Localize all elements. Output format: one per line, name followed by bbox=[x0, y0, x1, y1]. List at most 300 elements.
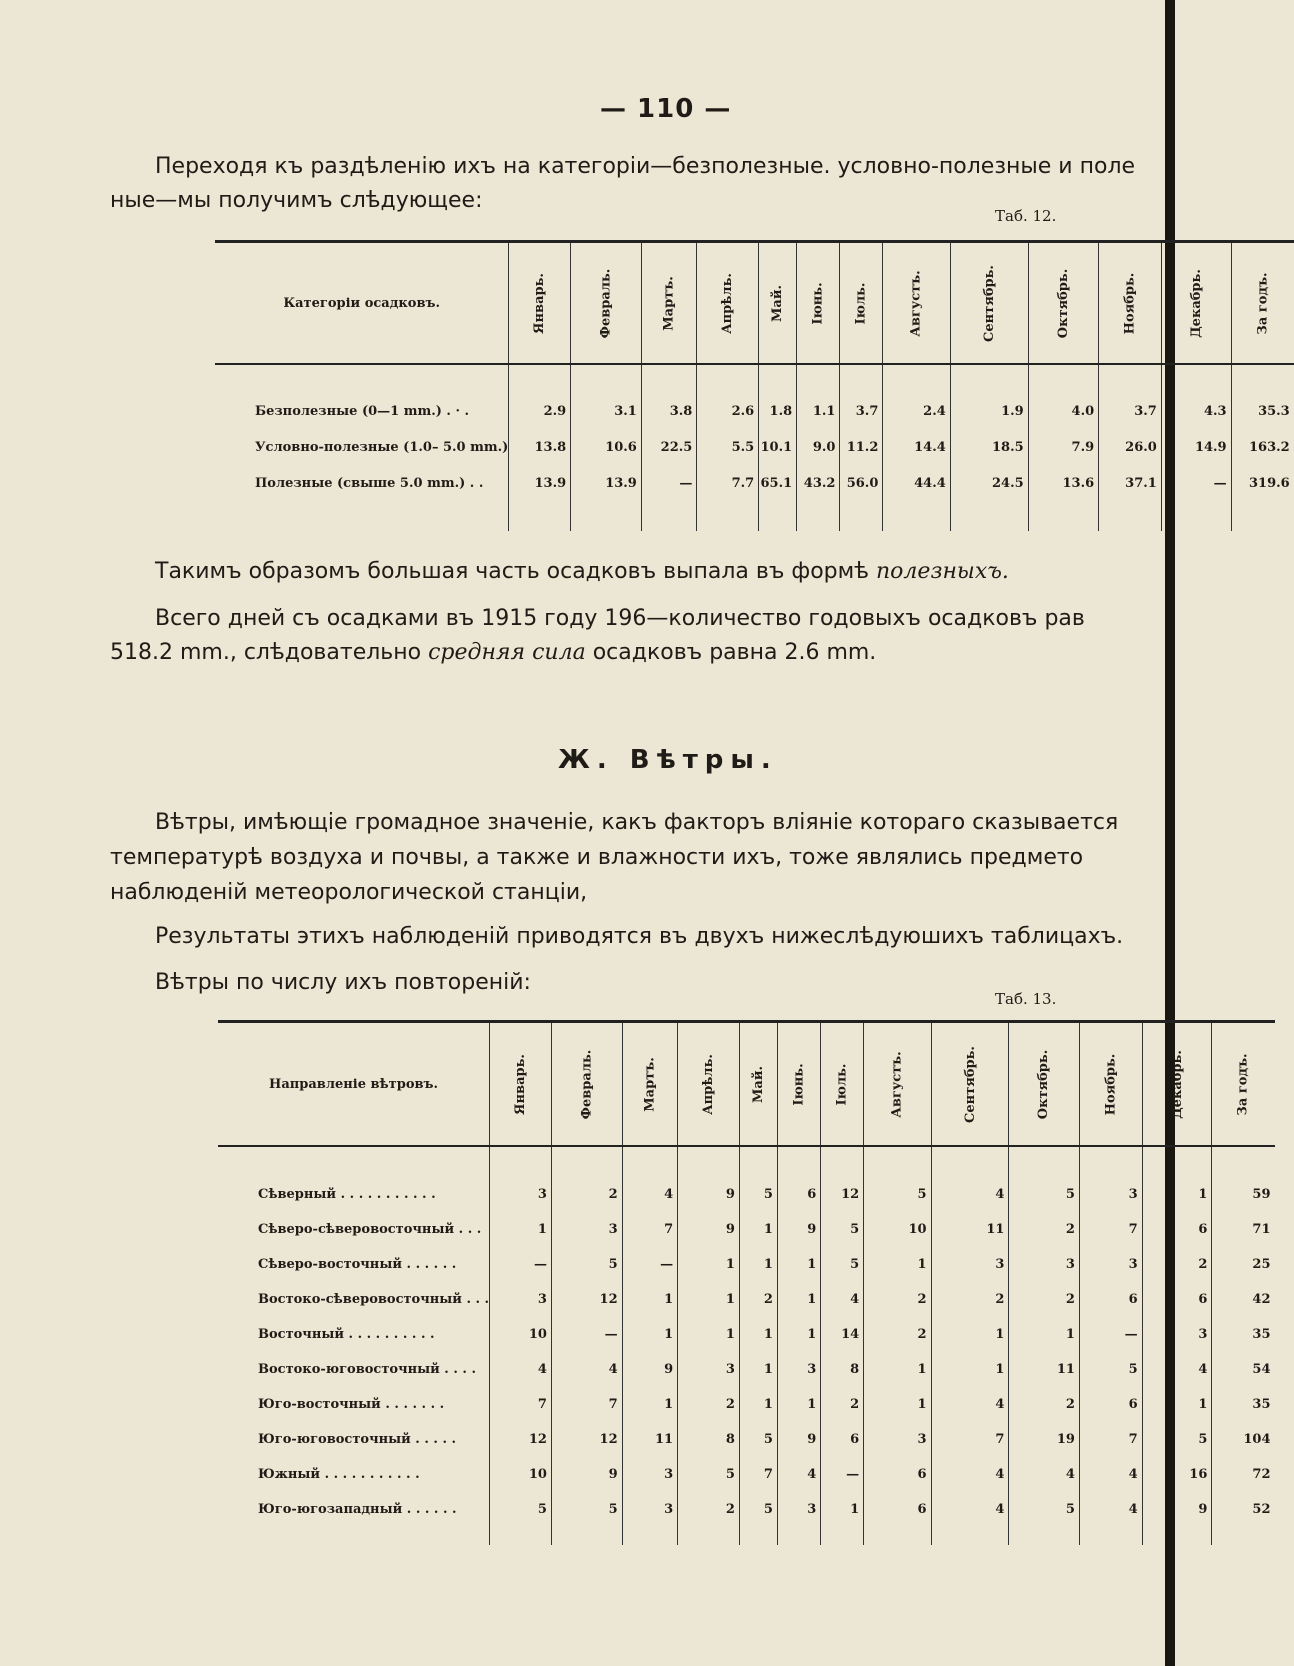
t13-value-cell: 6 bbox=[1079, 1387, 1142, 1422]
t12-value-cell: 3.7 bbox=[1099, 393, 1162, 429]
t13-value-cell: 3 bbox=[678, 1352, 740, 1387]
t13-spacer-cell bbox=[551, 1146, 622, 1177]
t13-value-cell: 4 bbox=[931, 1457, 1009, 1492]
t13-value-cell: 7 bbox=[490, 1387, 552, 1422]
t12-month-header-label: Январь. bbox=[532, 272, 548, 334]
t13-month-header-label: Іюнь. bbox=[791, 1062, 807, 1106]
t13-value-cell: 2 bbox=[1142, 1247, 1212, 1282]
t12-value-cell: 18.5 bbox=[950, 429, 1028, 465]
t13-value-cell: 3 bbox=[864, 1422, 931, 1457]
t13-value-cell: 4 bbox=[931, 1177, 1009, 1212]
t13-value-cell: 2 bbox=[678, 1492, 740, 1527]
t13-value-cell: 52 bbox=[1212, 1492, 1275, 1527]
t12-month-header-label: Мартъ. bbox=[661, 275, 677, 331]
t13-month-header bbox=[1212, 1022, 1275, 1147]
t13-value-cell: 2 bbox=[739, 1282, 777, 1317]
t13-value-cell: 1 bbox=[777, 1282, 820, 1317]
t12-spacer-cell bbox=[1028, 364, 1098, 393]
t12-row-label: Безполезные (0—1 mm.) . · . bbox=[255, 403, 470, 419]
t12-value-cell: 13.9 bbox=[509, 465, 571, 501]
summary-line-2: Всего дней съ осадками въ 1915 году 196—количество годовыхъ осадковъ рав bbox=[155, 606, 1085, 631]
t13-value-cell: 3 bbox=[777, 1352, 820, 1387]
t12-month-header bbox=[1161, 242, 1231, 365]
t13-month-header-label: Іюль. bbox=[834, 1063, 850, 1105]
t12-value-cell: 7.7 bbox=[697, 465, 759, 501]
summary-line-1-text: Такимъ образомъ большая часть осадковъ выпала въ формѣ bbox=[155, 559, 876, 584]
intro-line-1: Переходя къ раздѣленію ихъ на категоріи—безполезные. условно-полезные и поле bbox=[155, 154, 1136, 179]
summary-emphasis-useful: полезныхъ. bbox=[876, 559, 1009, 584]
t12-spacer-cell bbox=[1099, 364, 1162, 393]
t13-value-cell: 104 bbox=[1212, 1422, 1275, 1457]
t12-spacer-cell bbox=[509, 364, 571, 393]
t13-value-cell: 8 bbox=[821, 1352, 864, 1387]
t13-value-cell: — bbox=[1079, 1317, 1142, 1352]
t13-month-header-label: Ноябрь. bbox=[1103, 1053, 1119, 1115]
t12-spacer-cell bbox=[759, 364, 797, 393]
t13-value-cell: 12 bbox=[551, 1422, 622, 1457]
t13-tail-cell bbox=[1079, 1527, 1142, 1545]
t12-value-cell: 65.1 bbox=[759, 465, 797, 501]
t13-value-cell: 4 bbox=[622, 1177, 677, 1212]
t12-spacer-cell bbox=[215, 364, 509, 393]
t13-value-cell: 2 bbox=[821, 1387, 864, 1422]
t13-table-row bbox=[218, 1492, 1275, 1527]
t13-value-cell: 5 bbox=[490, 1492, 552, 1527]
t12-value-cell: 11.2 bbox=[840, 429, 883, 465]
t13-month-header-label: Апрѣль. bbox=[701, 1053, 717, 1115]
t12-value-cell: 10.1 bbox=[759, 429, 797, 465]
t13-value-cell: 19 bbox=[1009, 1422, 1079, 1457]
t13-tail-cell bbox=[490, 1527, 552, 1545]
summary-line-3 bbox=[110, 636, 1160, 670]
t13-value-cell: 59 bbox=[1212, 1177, 1275, 1212]
t13-spacer-cell bbox=[777, 1146, 820, 1177]
t12-tail-cell bbox=[697, 501, 759, 531]
t13-value-cell: 1 bbox=[1142, 1177, 1212, 1212]
t13-value-cell: 5 bbox=[739, 1177, 777, 1212]
t13-row-label: Сѣверо-восточный . . . . . . bbox=[258, 1257, 457, 1272]
t12-month-header-label: За годъ. bbox=[1255, 271, 1271, 335]
t13-value-cell: 35 bbox=[1212, 1387, 1275, 1422]
t12-value-cell: 14.4 bbox=[883, 429, 950, 465]
t13-value-cell: 1 bbox=[622, 1282, 677, 1317]
t13-value-cell: 2 bbox=[1009, 1282, 1079, 1317]
t13-value-cell: 5 bbox=[864, 1177, 931, 1212]
t13-row-label: Востоко-сѣверовосточный . . . bbox=[258, 1292, 490, 1307]
t13-value-cell: 1 bbox=[739, 1387, 777, 1422]
t13-value-cell: 9 bbox=[622, 1352, 677, 1387]
t13-value-cell: 11 bbox=[622, 1422, 677, 1457]
t13-value-cell: 16 bbox=[1142, 1457, 1212, 1492]
t12-month-header bbox=[571, 242, 642, 365]
t13-value-cell: 54 bbox=[1212, 1352, 1275, 1387]
t13-month-header bbox=[864, 1022, 931, 1147]
t13-value-cell: 5 bbox=[1009, 1177, 1079, 1212]
t13-value-cell: 9 bbox=[678, 1212, 740, 1247]
t12-month-header bbox=[759, 242, 797, 365]
t13-value-cell: 3 bbox=[622, 1457, 677, 1492]
t13-month-header-label: Мартъ. bbox=[642, 1056, 658, 1112]
t12-spacer-cell bbox=[883, 364, 950, 393]
winds-paragraph-1-line-3: наблюденій метеорологической станціи, bbox=[110, 880, 588, 905]
t13-month-header bbox=[1009, 1022, 1079, 1147]
t13-value-cell: 5 bbox=[678, 1457, 740, 1492]
t13-table-row bbox=[218, 1457, 1275, 1492]
t13-value-cell: 3 bbox=[1079, 1177, 1142, 1212]
t13-spacer-cell bbox=[821, 1146, 864, 1177]
t13-value-cell: 1 bbox=[931, 1352, 1009, 1387]
table-13-label: Таб. 13. bbox=[995, 990, 1057, 1008]
t13-month-header-label: Августъ. bbox=[889, 1050, 905, 1118]
t13-spacer-cell bbox=[490, 1146, 552, 1177]
t13-value-cell: 6 bbox=[1142, 1212, 1212, 1247]
t13-value-cell: 1 bbox=[490, 1212, 552, 1247]
t12-value-cell: 13.8 bbox=[509, 429, 571, 465]
t13-value-cell: 1 bbox=[821, 1492, 864, 1527]
t12-month-header-label: Сентябрь. bbox=[981, 264, 997, 342]
t12-tail-cell bbox=[641, 501, 696, 531]
t12-value-cell: 3.1 bbox=[571, 393, 642, 429]
table-12-label: Таб. 12. bbox=[995, 207, 1057, 225]
t13-value-cell: 1 bbox=[739, 1247, 777, 1282]
t12-value-cell: 10.6 bbox=[571, 429, 642, 465]
t12-value-cell: 1.8 bbox=[759, 393, 797, 429]
t12-month-header bbox=[883, 242, 950, 365]
t13-spacer-cell bbox=[1079, 1146, 1142, 1177]
t12-spacer-cell bbox=[950, 364, 1028, 393]
t13-value-cell: 3 bbox=[777, 1492, 820, 1527]
table-13-wind-directions bbox=[218, 1020, 1275, 1545]
t12-month-header-label: Ноябрь. bbox=[1122, 272, 1138, 334]
t13-value-cell: 4 bbox=[821, 1282, 864, 1317]
t13-month-header bbox=[551, 1022, 622, 1147]
t12-value-cell: 163.2 bbox=[1231, 429, 1294, 465]
t12-value-cell: 56.0 bbox=[840, 465, 883, 501]
t12-month-header bbox=[697, 242, 759, 365]
t13-row-label: Юго-восточный . . . . . . . bbox=[258, 1397, 445, 1412]
t13-value-cell: 1 bbox=[777, 1387, 820, 1422]
t12-row-label: Условно-полезные (1.0– 5.0 mm.) bbox=[255, 439, 509, 455]
t13-value-cell: 1 bbox=[739, 1212, 777, 1247]
t13-row-label: Южный . . . . . . . . . . . bbox=[258, 1467, 420, 1482]
t13-value-cell: 5 bbox=[739, 1422, 777, 1457]
t12-value-cell: 35.3 bbox=[1231, 393, 1294, 429]
t13-value-cell: 7 bbox=[622, 1212, 677, 1247]
t13-value-cell: 1 bbox=[777, 1317, 820, 1352]
t13-value-cell: 3 bbox=[1009, 1247, 1079, 1282]
section-heading-winds: Ж. Вѣтры. bbox=[558, 745, 778, 775]
t13-table-row bbox=[218, 1317, 1275, 1352]
t12-spacer-cell bbox=[571, 364, 642, 393]
t13-value-cell: 3 bbox=[622, 1492, 677, 1527]
t12-value-cell: 3.8 bbox=[641, 393, 696, 429]
t12-value-cell: 3.7 bbox=[840, 393, 883, 429]
t13-month-header-label: Май. bbox=[750, 1065, 766, 1103]
t12-month-header-label: Февраль. bbox=[598, 268, 614, 338]
t13-value-cell: 4 bbox=[1142, 1352, 1212, 1387]
t12-value-cell: 4.0 bbox=[1028, 393, 1098, 429]
t13-value-cell: 3 bbox=[490, 1177, 552, 1212]
t13-month-header-label: За годъ. bbox=[1235, 1052, 1251, 1116]
t12-value-cell: 24.5 bbox=[950, 465, 1028, 501]
t13-value-cell: 5 bbox=[1009, 1492, 1079, 1527]
t12-tail-row bbox=[215, 501, 1294, 531]
t12-month-header bbox=[1028, 242, 1098, 365]
t13-value-cell: 1 bbox=[678, 1282, 740, 1317]
t13-value-cell: — bbox=[551, 1317, 622, 1352]
table-12-precipitation-categories bbox=[215, 240, 1294, 531]
t13-value-cell: 1 bbox=[678, 1317, 740, 1352]
t13-value-cell: 8 bbox=[678, 1422, 740, 1457]
t13-tail-cell bbox=[1142, 1527, 1212, 1545]
t13-tail-cell bbox=[622, 1527, 677, 1545]
t12-month-header-label: Декабрь. bbox=[1188, 268, 1204, 338]
t12-value-cell: 14.9 bbox=[1161, 429, 1231, 465]
t13-value-cell: 1 bbox=[739, 1352, 777, 1387]
intro-line-2: ные—мы получимъ слѣдующее: bbox=[110, 188, 483, 213]
t13-value-cell: 35 bbox=[1212, 1317, 1275, 1352]
t13-row-label: Восточный . . . . . . . . . . bbox=[258, 1327, 435, 1342]
t12-value-cell: 44.4 bbox=[883, 465, 950, 501]
t13-value-cell: — bbox=[490, 1247, 552, 1282]
winds-paragraph-1-line-2: температурѣ воздуха и почвы, а также и влажности ихъ, тоже являлись предмето bbox=[110, 845, 1084, 870]
t13-month-header-label: Декабрь. bbox=[1169, 1049, 1185, 1119]
t13-value-cell: 10 bbox=[864, 1212, 931, 1247]
t13-tail-cell bbox=[864, 1527, 931, 1545]
t13-value-cell: 1 bbox=[931, 1317, 1009, 1352]
t13-value-cell: 4 bbox=[551, 1352, 622, 1387]
t12-value-cell: 5.5 bbox=[697, 429, 759, 465]
t13-month-header bbox=[739, 1022, 777, 1147]
t13-value-cell: 4 bbox=[931, 1387, 1009, 1422]
t13-value-cell: 1 bbox=[678, 1247, 740, 1282]
t13-spacer-cell bbox=[622, 1146, 677, 1177]
t12-value-cell: 43.2 bbox=[797, 465, 840, 501]
winds-paragraph-2: Результаты этихъ наблюденій приводятся въ двухъ нижеслѣдуюшихъ таблицахъ. bbox=[155, 924, 1124, 949]
t12-tail-cell bbox=[950, 501, 1028, 531]
t13-tail-cell bbox=[821, 1527, 864, 1545]
t13-month-header-label: Октябрь. bbox=[1036, 1049, 1052, 1119]
t12-tail-cell bbox=[509, 501, 571, 531]
t13-value-cell: 6 bbox=[1079, 1282, 1142, 1317]
t13-month-header bbox=[777, 1022, 820, 1147]
t13-tail-cell bbox=[551, 1527, 622, 1545]
table-12-category-header: Категоріи осадковъ. bbox=[215, 242, 509, 365]
t13-tail-cell bbox=[777, 1527, 820, 1545]
t13-value-cell: 3 bbox=[490, 1282, 552, 1317]
t12-value-cell: 319.6 bbox=[1231, 465, 1294, 501]
t12-spacer-cell bbox=[1231, 364, 1294, 393]
t13-row-label: Сѣверо-сѣверовосточный . . . bbox=[258, 1222, 482, 1237]
t13-month-header-label: Февраль. bbox=[579, 1049, 595, 1119]
t13-value-cell: 10 bbox=[490, 1457, 552, 1492]
summary-line-3-suffix: осадковъ равна 2.6 mm. bbox=[585, 640, 877, 665]
t12-value-cell: 1.9 bbox=[950, 393, 1028, 429]
t13-table-row bbox=[218, 1282, 1275, 1317]
t12-tail-cell bbox=[1231, 501, 1294, 531]
t13-spacer-cell bbox=[931, 1146, 1009, 1177]
summary-emphasis-mean-strength: средняя сила bbox=[428, 640, 586, 665]
t13-tail-cell bbox=[931, 1527, 1009, 1545]
t12-tail-cell bbox=[571, 501, 642, 531]
t12-value-cell: 1.1 bbox=[797, 393, 840, 429]
t13-value-cell: 42 bbox=[1212, 1282, 1275, 1317]
t13-value-cell: 2 bbox=[864, 1282, 931, 1317]
t13-value-cell: 1 bbox=[739, 1317, 777, 1352]
t13-value-cell: 6 bbox=[864, 1457, 931, 1492]
t13-value-cell: 10 bbox=[490, 1317, 552, 1352]
t13-month-header bbox=[490, 1022, 552, 1147]
t13-value-cell: 9 bbox=[551, 1457, 622, 1492]
t13-spacer-cell bbox=[1212, 1146, 1275, 1177]
t13-value-cell: 12 bbox=[551, 1282, 622, 1317]
t12-month-header-label: Іюнь. bbox=[810, 281, 826, 325]
t12-month-header bbox=[641, 242, 696, 365]
t13-value-cell: 5 bbox=[1079, 1352, 1142, 1387]
t13-value-cell: 2 bbox=[931, 1282, 1009, 1317]
t13-value-cell: 11 bbox=[1009, 1352, 1079, 1387]
t13-value-cell: 4 bbox=[490, 1352, 552, 1387]
t13-table-row bbox=[218, 1352, 1275, 1387]
t13-value-cell: 3 bbox=[1079, 1247, 1142, 1282]
t12-value-cell: 13.6 bbox=[1028, 465, 1098, 501]
t13-value-cell: 9 bbox=[1142, 1492, 1212, 1527]
t12-month-header-label: Апрѣль. bbox=[720, 272, 736, 334]
t12-month-header bbox=[950, 242, 1028, 365]
t12-tail-cell bbox=[883, 501, 950, 531]
t13-value-cell: 2 bbox=[1009, 1212, 1079, 1247]
summary-line-3-prefix: 518.2 mm., слѣдовательно bbox=[110, 640, 429, 665]
t12-value-cell: 13.9 bbox=[571, 465, 642, 501]
t13-month-header-label: Сентябрь. bbox=[962, 1045, 978, 1123]
t13-spacer-cell bbox=[739, 1146, 777, 1177]
t13-month-header bbox=[821, 1022, 864, 1147]
t13-value-cell: 4 bbox=[1079, 1492, 1142, 1527]
t13-table-row bbox=[218, 1177, 1275, 1212]
t13-value-cell: 1 bbox=[864, 1387, 931, 1422]
t13-row-label: Сѣверный . . . . . . . . . . . bbox=[258, 1187, 436, 1202]
t13-tail-cell bbox=[739, 1527, 777, 1545]
t12-value-cell: 22.5 bbox=[641, 429, 696, 465]
t13-month-header bbox=[1142, 1022, 1212, 1147]
t12-value-cell: 7.9 bbox=[1028, 429, 1098, 465]
t12-value-cell: — bbox=[1161, 465, 1231, 501]
t13-table-row bbox=[218, 1387, 1275, 1422]
t13-value-cell: 5 bbox=[1142, 1422, 1212, 1457]
t13-value-cell: 11 bbox=[931, 1212, 1009, 1247]
t12-value-cell: 37.1 bbox=[1099, 465, 1162, 501]
t12-month-header bbox=[797, 242, 840, 365]
t13-spacer-cell bbox=[864, 1146, 931, 1177]
t12-value-cell: 2.9 bbox=[509, 393, 571, 429]
t12-spacer-cell bbox=[697, 364, 759, 393]
t13-value-cell: 12 bbox=[821, 1177, 864, 1212]
t13-value-cell: 4 bbox=[931, 1492, 1009, 1527]
t13-value-cell: 2 bbox=[1009, 1387, 1079, 1422]
t12-value-cell: 4.3 bbox=[1161, 393, 1231, 429]
t12-month-header-label: Октябрь. bbox=[1055, 268, 1071, 338]
t12-spacer-cell bbox=[641, 364, 696, 393]
t13-value-cell: 3 bbox=[931, 1247, 1009, 1282]
t13-value-cell: 9 bbox=[678, 1177, 740, 1212]
t13-value-cell: 5 bbox=[821, 1212, 864, 1247]
t13-value-cell: 4 bbox=[777, 1457, 820, 1492]
t13-month-header bbox=[622, 1022, 677, 1147]
t12-tail-cell bbox=[759, 501, 797, 531]
t13-value-cell: 14 bbox=[821, 1317, 864, 1352]
t13-value-cell: 7 bbox=[551, 1387, 622, 1422]
t12-table-row bbox=[215, 465, 1294, 501]
t13-spacer-cell bbox=[218, 1146, 490, 1177]
t12-month-header bbox=[1099, 242, 1162, 365]
t13-value-cell: 7 bbox=[931, 1422, 1009, 1457]
t13-spacer-cell bbox=[1142, 1146, 1212, 1177]
t12-month-header bbox=[1231, 242, 1294, 365]
summary-line-1 bbox=[155, 555, 1205, 589]
t13-value-cell: 6 bbox=[777, 1177, 820, 1212]
t13-value-cell: — bbox=[622, 1247, 677, 1282]
t13-value-cell: — bbox=[821, 1457, 864, 1492]
t13-value-cell: 6 bbox=[821, 1422, 864, 1457]
t13-value-cell: 71 bbox=[1212, 1212, 1275, 1247]
t12-row-label: Полезные (свыше 5.0 mm.) . . bbox=[255, 475, 484, 491]
t13-value-cell: 7 bbox=[1079, 1212, 1142, 1247]
table-13-category-header: Направленіе вѣтровъ. bbox=[218, 1022, 490, 1147]
t12-month-header bbox=[509, 242, 571, 365]
t13-value-cell: 1 bbox=[864, 1247, 931, 1282]
t13-spacer-cell bbox=[1009, 1146, 1079, 1177]
t12-month-header-label: Августъ. bbox=[909, 269, 925, 337]
t13-value-cell: 3 bbox=[1142, 1317, 1212, 1352]
t13-table-row bbox=[218, 1422, 1275, 1457]
t13-tail-cell bbox=[1212, 1527, 1275, 1545]
t12-value-cell: 2.4 bbox=[883, 393, 950, 429]
t12-month-header-label: Іюль. bbox=[853, 282, 869, 324]
t13-month-header bbox=[931, 1022, 1009, 1147]
t12-value-cell: 26.0 bbox=[1099, 429, 1162, 465]
t13-tail-cell bbox=[1009, 1527, 1079, 1545]
t12-tail-cell bbox=[1161, 501, 1231, 531]
t13-value-cell: 5 bbox=[551, 1492, 622, 1527]
t12-month-header bbox=[840, 242, 883, 365]
t12-tail-cell bbox=[840, 501, 883, 531]
t13-value-cell: 1 bbox=[622, 1387, 677, 1422]
t13-value-cell: 5 bbox=[551, 1247, 622, 1282]
t13-value-cell: 2 bbox=[551, 1177, 622, 1212]
t13-row-label: Юго-югозападный . . . . . . bbox=[258, 1502, 457, 1517]
t13-value-cell: 72 bbox=[1212, 1457, 1275, 1492]
t13-value-cell: 7 bbox=[739, 1457, 777, 1492]
t12-spacer-cell bbox=[1161, 364, 1231, 393]
t13-table-row bbox=[218, 1247, 1275, 1282]
winds-paragraph-1-line-1: Вѣтры, имѣющіе громадное значеніе, какъ факторъ вліяніе котораго сказывается bbox=[155, 810, 1119, 835]
t13-value-cell: 2 bbox=[864, 1317, 931, 1352]
t13-value-cell: 1 bbox=[864, 1352, 931, 1387]
t13-value-cell: 2 bbox=[678, 1387, 740, 1422]
t13-value-cell: 6 bbox=[1142, 1282, 1212, 1317]
t13-value-cell: 9 bbox=[777, 1212, 820, 1247]
t13-value-cell: 3 bbox=[551, 1212, 622, 1247]
t13-value-cell: 1 bbox=[1009, 1317, 1079, 1352]
t12-table-row bbox=[215, 393, 1294, 429]
t12-value-cell: 9.0 bbox=[797, 429, 840, 465]
t12-tail-cell bbox=[215, 501, 509, 531]
t12-table-row bbox=[215, 429, 1294, 465]
page-number: — 110 — bbox=[600, 94, 732, 124]
t13-value-cell: 5 bbox=[739, 1492, 777, 1527]
t13-month-header bbox=[1079, 1022, 1142, 1147]
t13-value-cell: 6 bbox=[864, 1492, 931, 1527]
